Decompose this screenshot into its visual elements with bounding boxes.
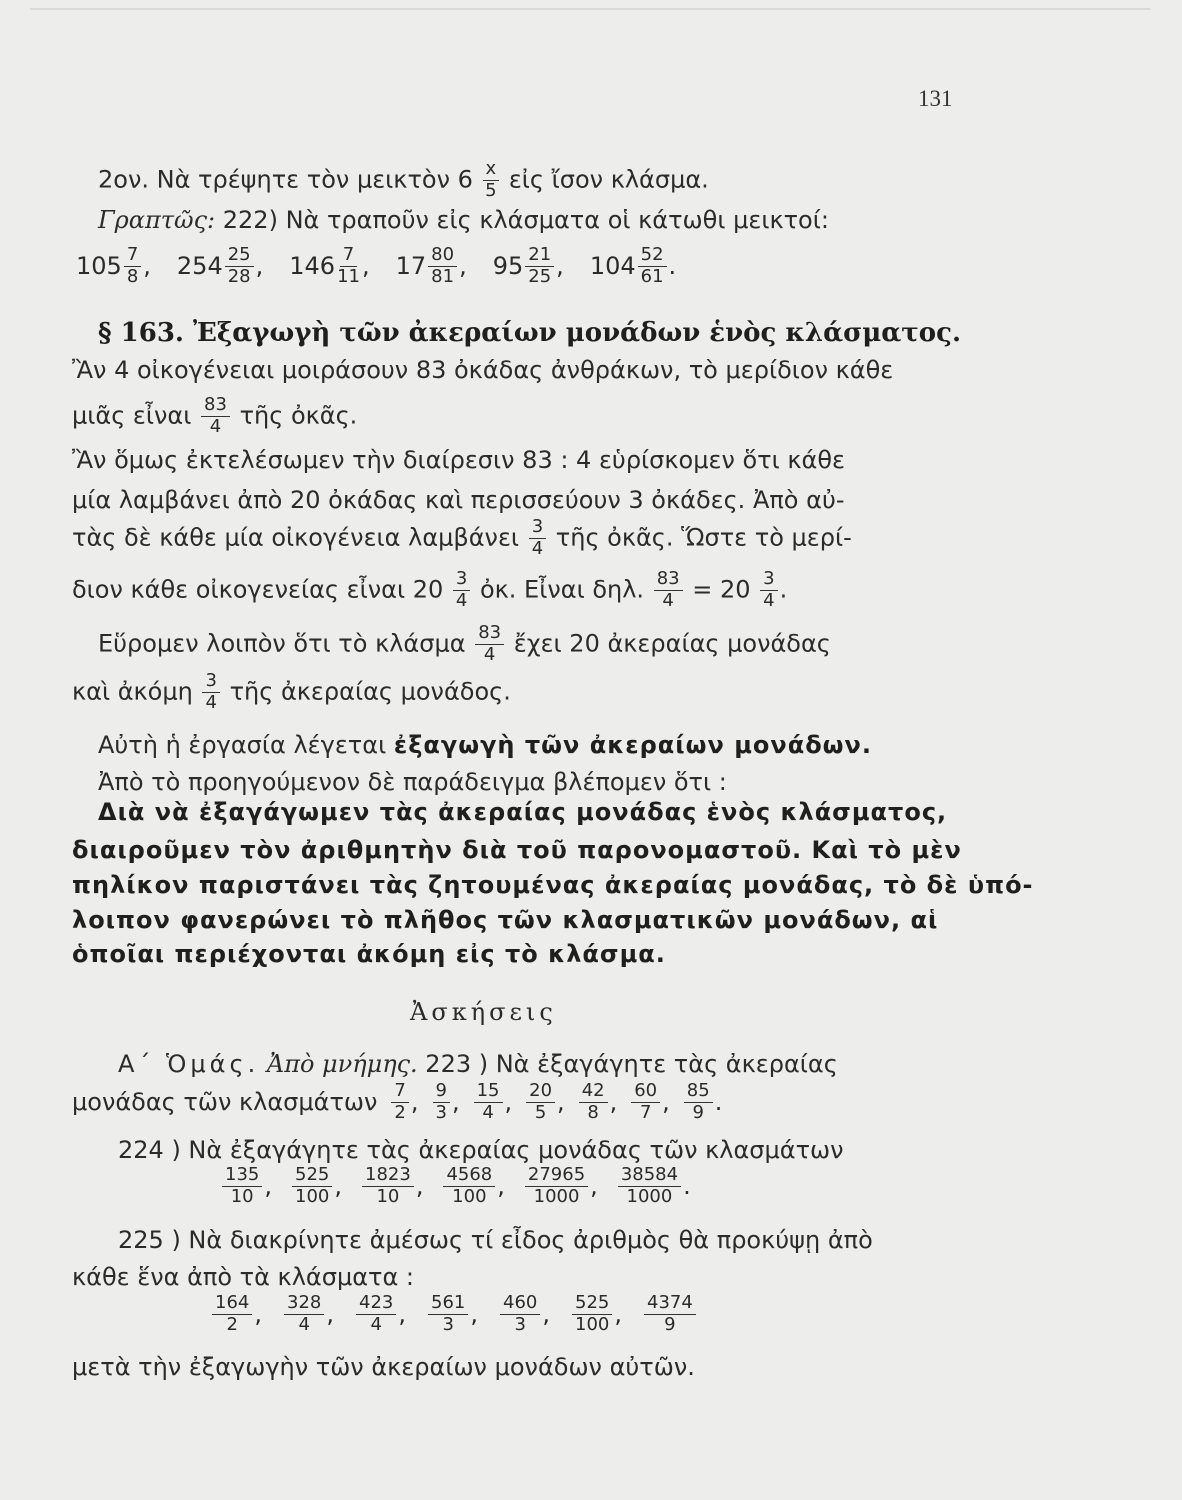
numerator: 4568 xyxy=(443,1166,495,1187)
fraction-item xyxy=(354,1294,406,1335)
fraction xyxy=(362,1166,414,1207)
mixed-number xyxy=(493,246,564,287)
numerator: 15 xyxy=(474,1082,503,1103)
separator: , xyxy=(334,1172,342,1201)
fraction-item xyxy=(629,1082,670,1123)
text: 223 ) Νὰ ἐξαγάγητε τὰς ἀκεραίας xyxy=(425,1050,838,1078)
text: 2ον. Νὰ τρέψητε τὸν μεικτὸν 6 xyxy=(98,165,473,194)
text: εἰς ἴσον κλάσμα. xyxy=(508,165,709,194)
rule-line: λοιπον φανερώνει τὸ πλῆθος τῶν κλασματικῶν μονάδων, αἱ xyxy=(72,906,939,934)
denominator: 61 xyxy=(640,265,664,287)
rule-line: διαιροῦμεν τὸν ἀριθμητὴν διὰ τοῦ παρονομαστοῦ. Καὶ τὸ μὲν xyxy=(72,836,962,864)
separator: , xyxy=(609,1088,618,1117)
denominator: 1000 xyxy=(626,1185,673,1207)
text: διον κάθε οἰκογενείας εἶναι 20 xyxy=(72,575,444,604)
text: μιᾶς εἶναι xyxy=(72,401,192,430)
line-222 xyxy=(98,208,829,232)
text: τῆς ὀκᾶς. Ὥστε τὸ μερί- xyxy=(555,523,852,552)
separator: , xyxy=(398,1300,406,1329)
separator: , xyxy=(504,1088,513,1117)
fraction xyxy=(475,624,504,665)
separator: , xyxy=(556,252,564,281)
fraction-item xyxy=(431,1082,460,1123)
fraction xyxy=(428,1294,468,1335)
fraction xyxy=(356,1294,396,1335)
separator: , xyxy=(557,1088,565,1117)
paragraph-line: Ἂν ὅμως ἐκτελέσωμεν τὴν διαίρεσιν 83 : 4 εὑρίσκομεν ὅτι κάθε xyxy=(72,446,845,474)
denominator: 4 xyxy=(209,415,222,437)
fraction xyxy=(222,1166,262,1207)
text: 222) Νὰ τραποῦν εἰς κλάσματα οἱ κάτωθι μεικτοί: xyxy=(222,206,829,234)
denominator: 28 xyxy=(227,265,251,287)
denominator: 10 xyxy=(376,1185,400,1207)
mixed-number xyxy=(289,246,369,287)
separator: , xyxy=(470,1300,478,1329)
fraction-item xyxy=(577,1082,618,1123)
fraction-item xyxy=(472,1082,513,1123)
denominator: 4 xyxy=(531,537,544,559)
separator: , xyxy=(361,252,370,281)
separator: , xyxy=(264,1172,272,1201)
fraction xyxy=(428,246,457,287)
numerator: 80 xyxy=(428,246,457,267)
mixed-number xyxy=(177,246,263,287)
denominator: 8 xyxy=(126,265,139,287)
denominator: 25 xyxy=(528,265,552,287)
numerator: 9 xyxy=(433,1082,450,1103)
rule-line: πηλίκον παριστάνει τὰς ζητουμένας ἀκεραίας μονάδας, τὸ δὲ ὑπό- xyxy=(72,871,1034,899)
label-graptos: Γραπτῶς: xyxy=(98,206,216,234)
denominator: 2 xyxy=(394,1101,406,1123)
numerator: 525 xyxy=(292,1166,332,1187)
mixed-number xyxy=(590,246,676,287)
denominator: 9 xyxy=(664,1313,676,1335)
exercise-225-line: μετὰ τὴν ἐξαγωγὴν τῶν ἀκεραίων μονάδων αὐτῶν. xyxy=(72,1353,695,1381)
denominator: 1000 xyxy=(533,1185,580,1207)
fraction xyxy=(618,1166,681,1207)
paragraph-line: Ἂν 4 οἰκογένειαι μοιράσουν 83 ὀκάδας ἀνθράκων, τὸ μερίδιον κάθε xyxy=(72,356,894,384)
paragraph-line: Ἀπὸ τὸ προηγούμενον δὲ παράδειγμα βλέπομεν ὅτι : xyxy=(98,768,727,796)
denominator: 5 xyxy=(534,1101,547,1123)
fraction xyxy=(443,1166,495,1207)
separator: , xyxy=(497,1172,505,1201)
fraction xyxy=(337,246,360,287)
separator: . xyxy=(683,1172,691,1201)
whole-part: 146 xyxy=(289,252,336,281)
denominator: 3 xyxy=(514,1313,526,1335)
page-number: 131 xyxy=(918,86,953,111)
denominator: 2 xyxy=(226,1313,238,1335)
denominator: 5 xyxy=(485,179,497,201)
fraction-item xyxy=(616,1166,691,1207)
text: τὰς δὲ κάθε μία οἰκογένεια λαμβάνει xyxy=(72,523,520,552)
text: ὀκ. Εἶναι δηλ. xyxy=(479,575,645,604)
exercise-223-fractions-row xyxy=(72,1082,722,1123)
fraction xyxy=(500,1294,540,1335)
text: καὶ ἀκόμη xyxy=(72,677,193,706)
numerator: 20 xyxy=(526,1082,555,1103)
fraction xyxy=(525,246,554,287)
fraction-item xyxy=(360,1166,423,1207)
separator: , xyxy=(451,1088,460,1117)
denominator: 4 xyxy=(205,691,217,713)
mixed-numbers-row xyxy=(76,246,676,287)
fraction xyxy=(474,1082,503,1123)
separator: , xyxy=(459,252,467,281)
fraction xyxy=(124,246,141,287)
fraction-item xyxy=(220,1166,272,1207)
numerator: 25 xyxy=(225,246,254,267)
numerator: 423 xyxy=(356,1294,396,1315)
fraction-item xyxy=(524,1082,565,1123)
section-heading: § 163. Ἐξαγωγὴ τῶν ἀκεραίων μονάδων ἑνὸς κλάσματος. xyxy=(98,318,962,348)
numerator: 1823 xyxy=(362,1166,414,1187)
text: τῆς ὀκᾶς. xyxy=(239,401,358,430)
fraction-item xyxy=(290,1166,342,1207)
fraction-item xyxy=(210,1294,262,1335)
mixed-number xyxy=(396,246,467,287)
denominator: 4 xyxy=(370,1313,382,1335)
separator: , xyxy=(326,1300,334,1329)
numerator: 85 xyxy=(684,1082,713,1103)
denominator: 4 xyxy=(298,1313,310,1335)
fraction-item xyxy=(570,1294,622,1335)
mixed-number xyxy=(76,246,151,287)
fraction xyxy=(292,1166,332,1207)
denominator: 10 xyxy=(230,1185,254,1207)
denominator: 100 xyxy=(295,1185,330,1207)
fraction xyxy=(391,1082,408,1123)
separator: , xyxy=(614,1300,622,1329)
denominator: 4 xyxy=(482,1101,494,1123)
denominator: 4 xyxy=(763,589,775,611)
fraction-item xyxy=(682,1082,723,1123)
numerator: 3 xyxy=(202,672,219,693)
numerator: 3 xyxy=(453,570,470,591)
numerator: 7 xyxy=(340,246,357,267)
numerator: 3 xyxy=(760,570,777,591)
exercise-224-fractions-row xyxy=(220,1166,691,1207)
paragraph-line xyxy=(72,396,357,437)
separator: , xyxy=(255,252,264,281)
separator: , xyxy=(254,1300,262,1329)
numerator: 164 xyxy=(212,1294,252,1315)
line-2on xyxy=(98,160,709,201)
text: τῆς ἀκεραίας μονάδος. xyxy=(229,677,511,706)
denominator: 7 xyxy=(639,1101,652,1123)
text: Εὕρομεν λοιπὸν ὅτι τὸ κλάσμα xyxy=(98,629,466,658)
whole-part: 17 xyxy=(395,252,427,281)
denominator: 4 xyxy=(483,643,496,665)
numerator: 4374 xyxy=(644,1294,696,1315)
fraction xyxy=(433,1082,450,1123)
denominator: 3 xyxy=(435,1101,447,1123)
numerator: 21 xyxy=(525,246,554,267)
numerator: 7 xyxy=(391,1082,408,1103)
paragraph-line xyxy=(72,672,511,713)
exercise-225-fractions-row xyxy=(210,1294,698,1335)
fraction-item xyxy=(282,1294,334,1335)
fraction-item xyxy=(523,1166,598,1207)
denominator: 81 xyxy=(431,265,455,287)
separator: , xyxy=(590,1172,598,1201)
exercise-225-line: 225 ) Νὰ διακρίνητε ἀμέσως τί εἶδος ἀριθμὸς θὰ προκύψῃ ἀπὸ xyxy=(118,1226,873,1254)
fraction xyxy=(638,246,667,287)
bleed-through-line xyxy=(30,8,1150,10)
paragraph-line xyxy=(72,570,787,611)
denominator: 4 xyxy=(455,589,468,611)
numerator: x xyxy=(483,160,500,181)
denominator: 4 xyxy=(662,589,674,611)
fraction xyxy=(201,396,230,437)
fraction xyxy=(212,1294,252,1335)
fraction xyxy=(284,1294,324,1335)
fraction-item xyxy=(389,1082,418,1123)
mode-label: Ἀπὸ μνήμης. xyxy=(266,1050,418,1078)
separator: , xyxy=(143,252,151,281)
fraction-item xyxy=(441,1166,504,1207)
denominator: 11 xyxy=(337,265,360,287)
fraction xyxy=(483,160,500,201)
group-label: Α΄ Ὁμάς. xyxy=(118,1050,260,1078)
fraction xyxy=(526,1082,555,1123)
fraction xyxy=(225,246,254,287)
fraction xyxy=(760,570,777,611)
separator: , xyxy=(410,1088,419,1117)
numerator: 38584 xyxy=(618,1166,681,1187)
fraction-item xyxy=(642,1294,698,1335)
text: . xyxy=(779,575,788,604)
numerator: 27965 xyxy=(525,1166,588,1187)
denominator: 100 xyxy=(575,1313,610,1335)
numerator: 3 xyxy=(529,518,546,539)
paragraph-line xyxy=(98,624,831,665)
separator: . xyxy=(668,252,677,281)
paragraph-line xyxy=(72,518,852,559)
rule-line: ὁποῖαι περιέχονται ἀκόμη εἰς τὸ κλάσμα. xyxy=(72,940,666,968)
exercise-225-line: κάθε ἕνα ἀπὸ τὰ κλάσματα : xyxy=(72,1263,415,1291)
numerator: 83 xyxy=(654,570,683,591)
text: μονάδας τῶν κλασμάτων xyxy=(72,1088,378,1117)
fraction xyxy=(644,1294,696,1335)
numerator: 525 xyxy=(572,1294,612,1315)
separator: . xyxy=(714,1088,723,1117)
numerator: 42 xyxy=(579,1082,608,1103)
exercise-224-line: 224 ) Νὰ ἐξαγάγητε τὰς ἀκεραίας μονάδας τῶν κλασμάτων xyxy=(118,1136,844,1164)
whole-part: 104 xyxy=(589,252,636,281)
denominator: 3 xyxy=(442,1313,454,1335)
text: = 20 xyxy=(692,575,751,604)
numerator: 60 xyxy=(631,1082,660,1103)
bold-term: ἐξαγωγὴ τῶν ἀκεραίων μονάδων. xyxy=(393,731,873,759)
denominator: 8 xyxy=(587,1101,599,1123)
paragraph-line: μία λαμβάνει ἀπὸ 20 ὀκάδας καὶ περισσεύουν 3 ὀκάδες. Ἀπὸ αὐ- xyxy=(72,486,845,514)
fraction xyxy=(525,1166,588,1207)
separator: , xyxy=(662,1088,670,1117)
whole-part: 254 xyxy=(176,252,223,281)
paragraph-line xyxy=(98,733,872,757)
fraction xyxy=(529,518,546,559)
numerator: 7 xyxy=(124,246,141,267)
numerator: 561 xyxy=(428,1294,468,1315)
numerator: 83 xyxy=(201,396,230,417)
exercise-223-line xyxy=(118,1052,838,1076)
denominator: 9 xyxy=(692,1101,704,1123)
numerator: 460 xyxy=(500,1294,540,1315)
text: Αὐτὴ ἡ ἐργασία λέγεται xyxy=(98,731,387,759)
fraction xyxy=(579,1082,608,1123)
fraction xyxy=(572,1294,612,1335)
text: ἔχει 20 ἀκεραίας μονάδας xyxy=(513,629,831,658)
fraction-item xyxy=(498,1294,550,1335)
fraction-item xyxy=(426,1294,478,1335)
fraction xyxy=(684,1082,713,1123)
exercises-heading: Ἀσκήσεις xyxy=(410,998,557,1026)
numerator: 328 xyxy=(284,1294,324,1315)
separator: , xyxy=(415,1172,424,1201)
numerator: 83 xyxy=(475,624,504,645)
numerator: 135 xyxy=(222,1166,262,1187)
fraction xyxy=(631,1082,660,1123)
numerator: 52 xyxy=(638,246,667,267)
whole-part: 95 xyxy=(492,252,524,281)
whole-part: 105 xyxy=(76,252,122,281)
denominator: 100 xyxy=(452,1185,487,1207)
rule-line: Διὰ νὰ ἐξαγάγωμεν τὰς ἀκεραίας μονάδας ἑνὸς κλάσματος, xyxy=(98,798,948,826)
separator: , xyxy=(542,1300,550,1329)
fraction xyxy=(654,570,683,611)
fraction xyxy=(202,672,219,713)
fraction xyxy=(453,570,470,611)
